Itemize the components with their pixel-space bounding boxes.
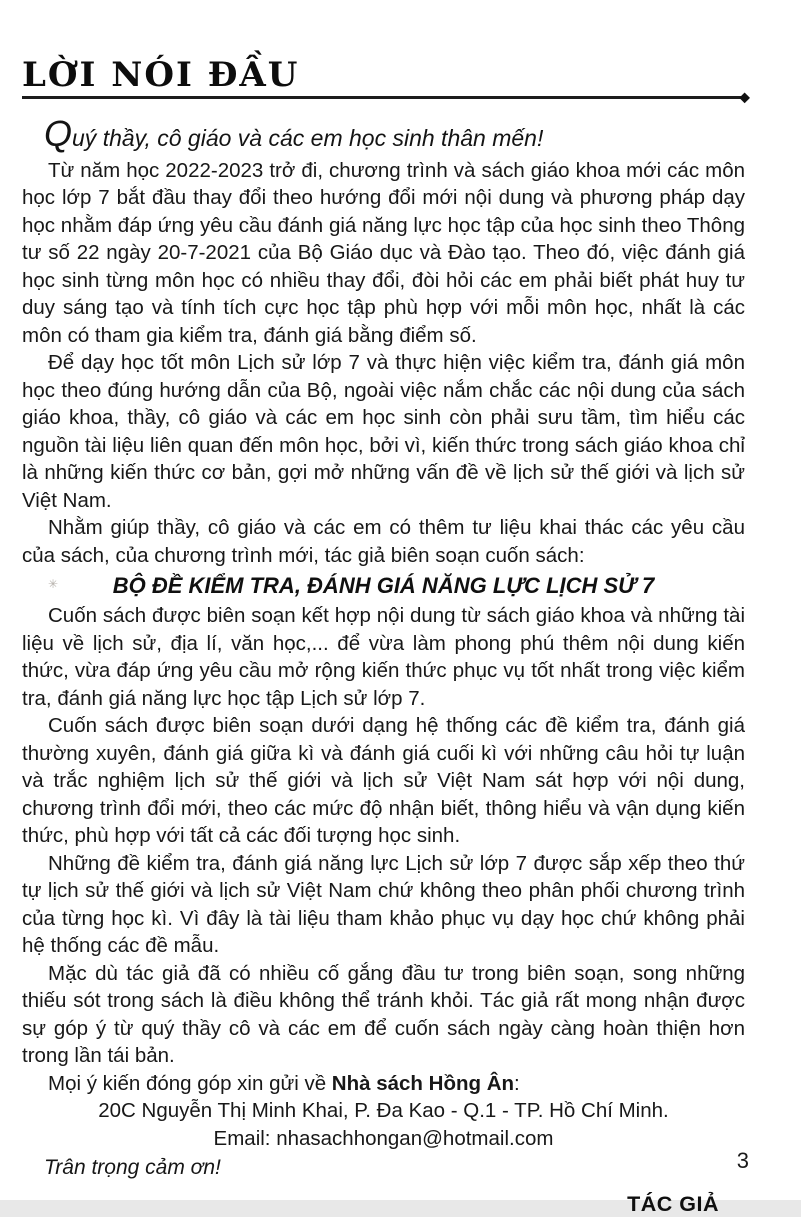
paragraph-teaching-guidance: Để dạy học tốt môn Lịch sử lớp 7 và thực hiện việc kiểm tra, đánh giá môn học theo đúng hướng dẫn của Bộ, ngoài việc nắm chắc các nội dung của sách giáo khoa, thầy, cô giáo và các em học sinh còn phải sưu tầm, tìm hiểu các nguồn tài liệu liên quan đến môn học, bởi vì, kiến thức trong sách giáo khoa chỉ là những kiến thức cơ bản, gợi mở những vấn đề về lịch sử thế giới và lịch sử Việt Nam.: [22, 351, 745, 512]
paragraph-book-order: Những đề kiểm tra, đánh giá năng lực Lịch sử lớp 7 được sắp xếp theo thứ tự lịch sử thế giới và lịch sử Việt Nam chứ không theo phân phối chương trình của từng học kì. Vì đây là tài liệu tham khảo phục vụ dạy học chứ không phải hệ thống các đề mẫu.: [22, 851, 745, 957]
asterisk-mark-icon: ✳: [48, 577, 59, 591]
publisher-email: Email: nhasachhongan@hotmail.com: [213, 1126, 554, 1150]
paragraph-intro-program: Từ năm học 2022-2023 trở đi, chương trình và sách giáo khoa mới các môn học lớp 7 bắt đầu thay đổi theo hướng đổi mới nội dung và phương pháp dạy học nhằm đáp ứng yêu cầu đánh giá năng lực học tập của học sinh theo Thông tư số 22 ngày 20-7-2021 của Bộ Giáo dục và Đào tạo. Theo đó, việc đánh giá học sinh từng môn học có nhiều thay đổi, đòi hỏi các em phải biết phát huy tư duy sáng tạo và tính tích cực học tập phù hợp với mỗi môn học, nhất là các môn có tham gia kiểm tra, đánh giá bằng điểm số.: [22, 158, 745, 347]
publisher-name: Nhà sách Hồng Ân: [331, 1071, 515, 1095]
contact-line: [22, 1070, 745, 1098]
closing-line: Trân trọng cảm ơn!: [44, 1156, 221, 1179]
contact-suffix: :: [514, 1071, 520, 1095]
contact-intro: Mọi ý kiến đóng góp xin gửi về: [48, 1071, 332, 1095]
paragraph-book-structure: Cuốn sách được biên soạn dưới dạng hệ thống các đề kiểm tra, đánh giá thường xuyên, đánh giá giữa kì và đánh giá cuối kì với những câu hỏi tự luận và trắc nghiệm lịch sử thế giới và lịch sử Việt Nam sát hợp với nội dung, chương trình đổi mới, theo các mức độ nhận biết, thông hiểu và vận dụng kiến thức, phù hợp với tất cả các đối tượng học sinh.: [22, 714, 745, 847]
greeting-line: Quý thầy, cô giáo và các em học sinh thân mến!: [44, 112, 544, 154]
book-title-row: [22, 571, 745, 600]
publisher-address: 20C Nguyễn Thị Minh Khai, P. Đa Kao - Q.1 - TP. Hồ Chí Minh.: [98, 1099, 669, 1122]
page-number: 3: [736, 1148, 749, 1173]
paragraph-book-purpose: Nhằm giúp thầy, cô giáo và các em có thêm tư liệu khai thác các yêu cầu của sách, của chương trình mới, tác giả biên soạn cuốn sách:: [22, 516, 745, 567]
paragraph-apology: Mặc dù tác giả đã có nhiều cố gắng đầu tư trong biên soạn, song những thiếu sót trong sách là điều không thể tránh khỏi. Tác giả rất mong nhận được sự góp ý từ quý thầy cô và các em để cuốn sách ngày càng hoàn thiện hơn trong lần tái bản.: [22, 961, 745, 1067]
author-signature: TÁC GIẢ: [627, 1192, 719, 1216]
paragraph-book-content: Cuốn sách được biên soạn kết hợp nội dung từ sách giáo khoa và những tài liệu về lịch sử, địa lí, văn học,... để vừa làm phong phú thêm nội dung kiến thức, vừa đáp ứng yêu cầu mở rộng kiến thức phục vụ tốt nhất trong việc kiểm tra, đánh giá năng lực học tập Lịch sử lớp 7.: [22, 604, 745, 710]
book-title: BỘ ĐỀ KIỂM TRA, ĐÁNH GIÁ NĂNG LỰC LỊCH SỬ 7: [112, 573, 655, 598]
preface-title: LỜI NÓI ĐẦU: [22, 55, 300, 95]
page-header: [22, 55, 750, 105]
diamond-ornament-icon: ◆: [739, 88, 750, 105]
title-rule: [22, 88, 750, 105]
